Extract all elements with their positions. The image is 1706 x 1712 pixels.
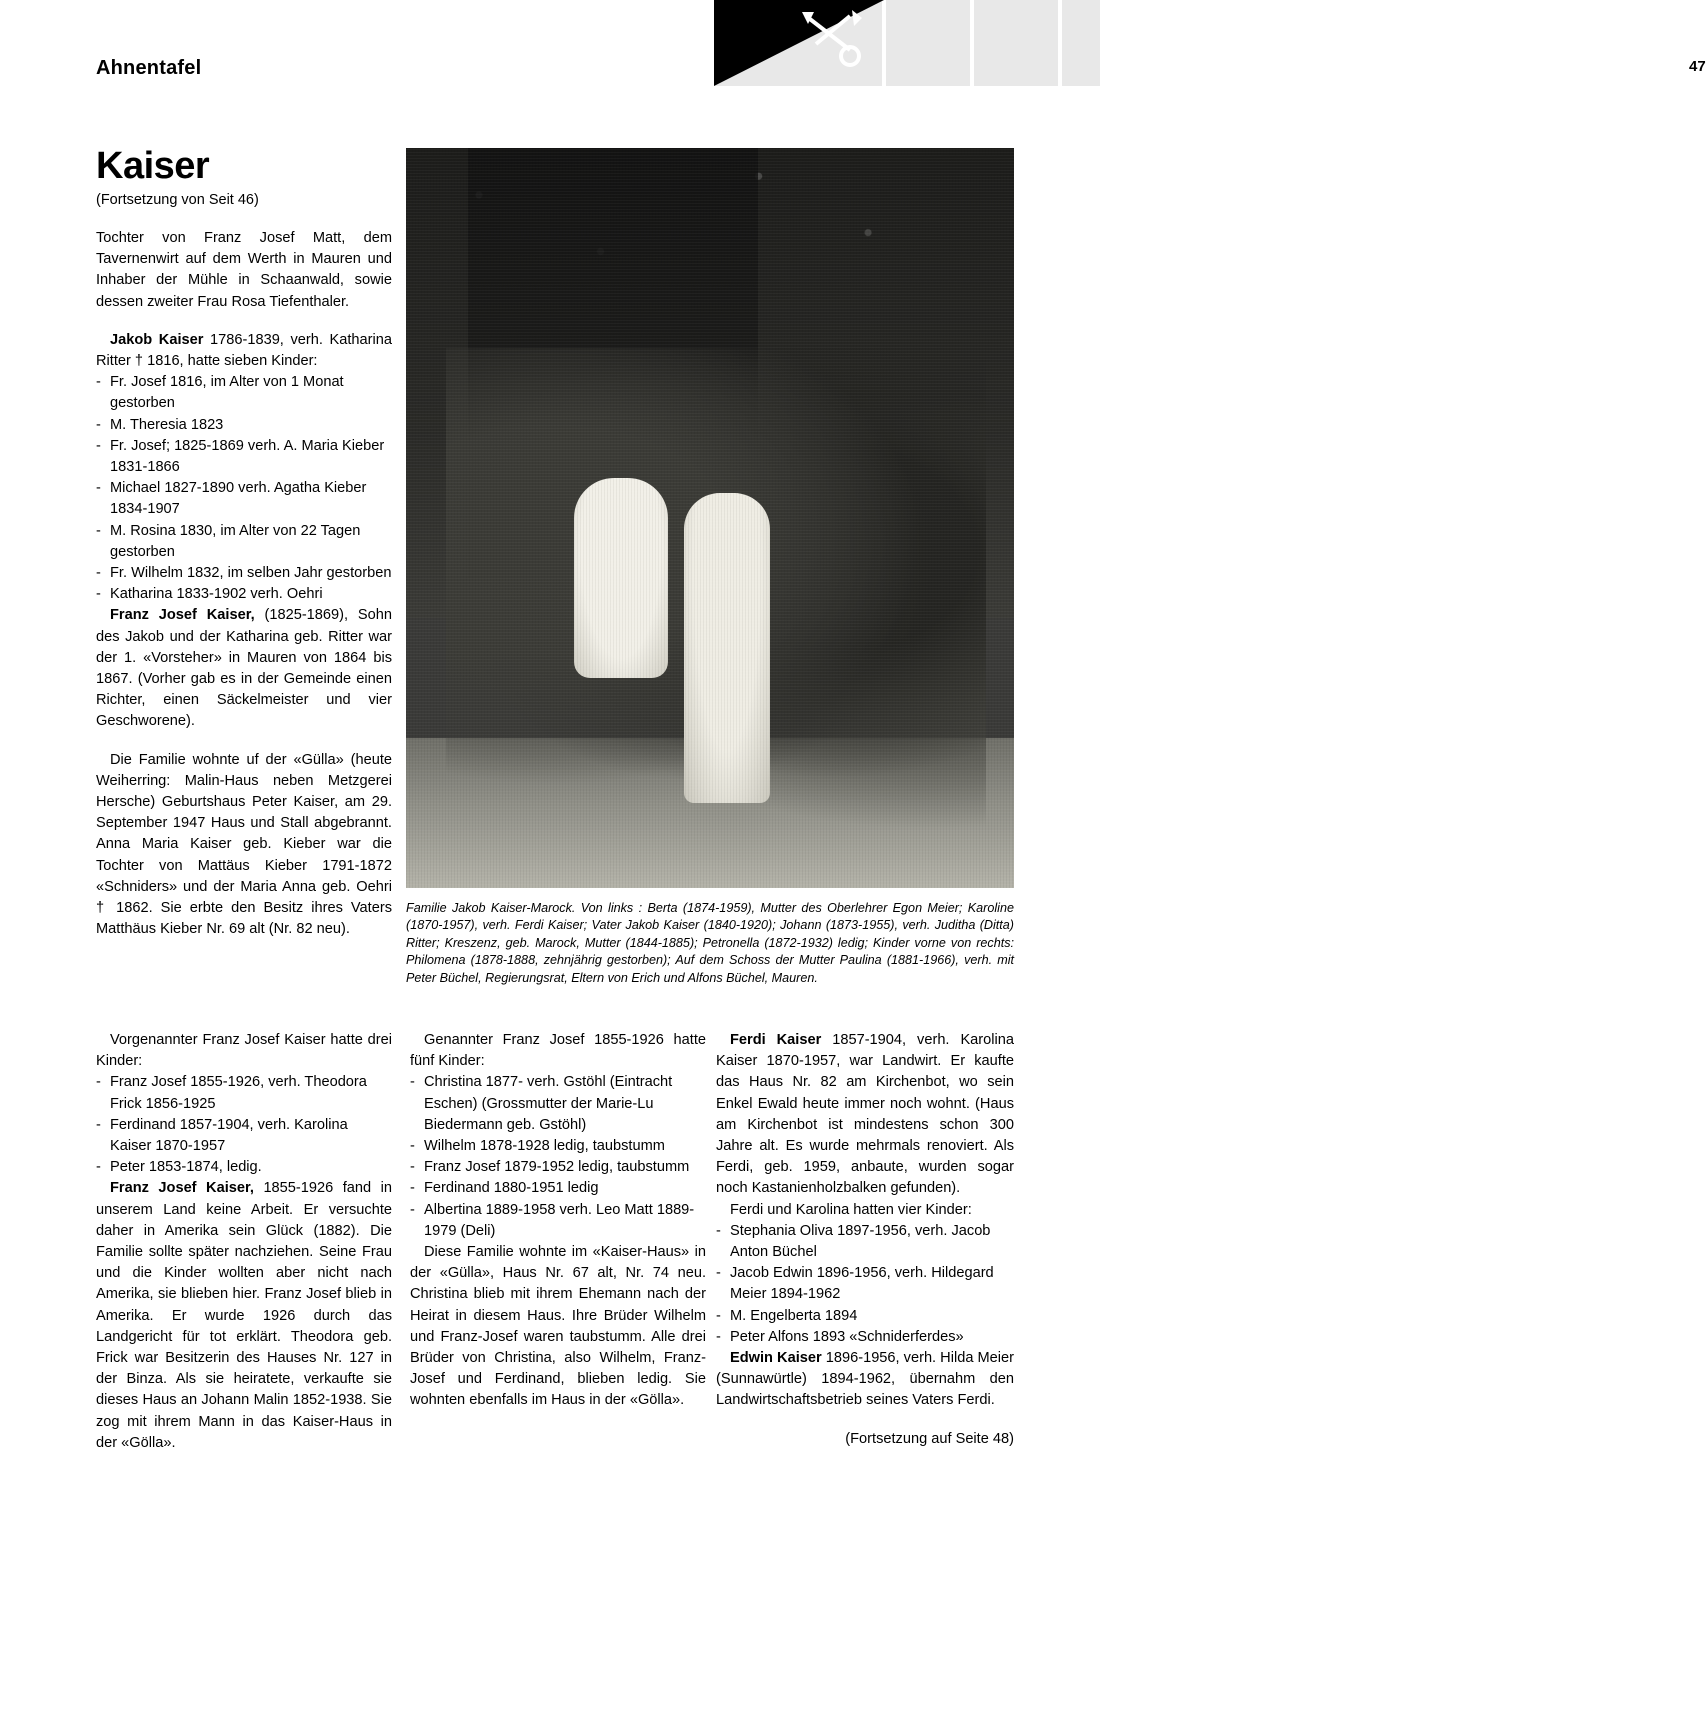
franz-josef-detail: (1825-1869), Sohn des Jakob und der Katharina geb. Ritter war der 1. «Vorsteher» in Mauren von 1864 bis 1867. (Vorher gab es in der Gemeinde einen Richter, einen Säckelmeister und vier Geschworene).: [96, 607, 393, 730]
page-header: [0, 0, 1706, 120]
list-item: - Wilhelm 1878-1928 ledig, taubstumm: [410, 1136, 706, 1157]
header-decoration: [714, 0, 1706, 86]
paragraph-ferdi: [716, 1030, 1014, 1200]
article-subtitle: (Fortsetzung von Seit 46): [96, 192, 259, 208]
list-item: - M. Rosina 1830, im Alter von 22 Tagen gestorben: [96, 521, 392, 563]
column-lower-b: [410, 1030, 706, 1412]
paragraph-five-children: Genannter Franz Josef 1855-1926 hatte fünf Kinder:: [410, 1032, 706, 1070]
paragraph-kaiser-haus: Diese Familie wohnte im «Kaiser-Haus» in der «Gülla», Haus Nr. 67 alt, Nr. 74 neu. Christina blieb mit ihrem Ehemann nach der Heirat in diesem Haus. Ihre Brüder Wilhelm und Franz-Josef waren taubstumm. Alle drei Brüder von Christina, also Wilhelm, Franz-Josef und Ferdinand, blieben ledig. Sie wohnten ebenfalls im Haus in der «Gölla».: [410, 1244, 706, 1409]
page-title: Ahnentafel: [96, 57, 202, 79]
paragraph-ferdi-children-intro: Ferdi und Karolina hatten vier Kinder:: [730, 1201, 972, 1218]
list-item: - Katharina 1833-1902 verh. Oehri: [96, 584, 392, 605]
paragraph-family-house: Die Familie wohnte uf der «Gülla» (heute Weiherring: Malin-Haus neben Metzgerei Hersche) Geburtshaus Peter Kaiser, am 29. September 1947 Haus und Stall abgebrannt. Anna Maria Kaiser geb. Kieber war die Tochter von Mattäus Kieber 1791-1872 «Schniders» und der Maria Anna geb. Oehri † 1862. Sie erbte den Besitz ihres Vaters Matthäus Kieber Nr. 69 alt (Nr. 82 neu).: [96, 751, 392, 938]
family-photo: [406, 148, 1014, 888]
franz-josef-jr-name: Franz Josef Kaiser,: [110, 1180, 254, 1197]
list-item: - Franz Josef 1855-1926, verh. Theodora Frick 1856-1925: [96, 1072, 392, 1114]
paragraph-franz-josef-america: [96, 1178, 392, 1454]
list-item: - Stephania Oliva 1897-1956, verh. Jacob Anton Büchel: [716, 1221, 1014, 1263]
list-item: - Fr. Wilhelm 1832, im selben Jahr gestorben: [96, 563, 392, 584]
edwin-detail: 1896-1956, verh. Hilda Meier (Sunnawürtle) 1894-1962, übernahm den Landwirtschaftsbetrieb seines Vaters Ferdi.: [716, 1350, 1014, 1409]
list-item: - M. Theresia 1823: [96, 415, 392, 436]
list-item: - Peter 1853-1874, ledig.: [96, 1157, 392, 1178]
crossed-tools-emblem: [798, 6, 866, 74]
paragraph-franz-josef: [96, 605, 392, 732]
page-number: 47: [1689, 58, 1706, 75]
list-item: - Fr. Josef; 1825-1869 verh. A. Maria Kieber 1831-1866: [96, 436, 392, 478]
column-left-upper: [96, 228, 392, 941]
paragraph-jakob: [96, 330, 392, 372]
photo-caption: Familie Jakob Kaiser-Marock. Von links : Berta (1874-1959), Mutter des Oberlehrer Egon Meier; Karoline (1870-1957), verh. Ferdi Kaiser; Vater Jakob Kaiser (1840-1920); Johann (1873-1955), verh. Juditha (Ditta) Ritter; Kreszenz, geb. Marock, Mutter (1844-1885); Petronella (1872-1932) ledig; Kinder vorne von rechts: Philomena (1878-1888, zehnjährig gestorben); Auf dem Schoss der Mutter Paulina (1881-1966), verh. mit Peter Büchel, Regierungsrat, Eltern von Erich und Alfons Büchel, Mauren.: [406, 901, 1014, 985]
list-item: - Michael 1827-1890 verh. Agatha Kieber 1834-1907: [96, 478, 392, 520]
jakob-name: Jakob Kaiser: [110, 331, 204, 348]
jakob-detail: 1786-1839, verh. Katharina Ritter † 1816, hatte sieben Kinder:: [96, 331, 392, 370]
ferdi-name: Ferdi Kaiser: [730, 1032, 822, 1048]
jakob-children-list: [96, 372, 392, 605]
list-item: - Jacob Edwin 1896-1956, verh. Hildegard Meier 1894-1962: [716, 1263, 1014, 1305]
franz-josef-children-list: [96, 1072, 392, 1178]
column-lower-c: [716, 1030, 1014, 1450]
article-title: Kaiser: [96, 145, 210, 187]
list-item: - Franz Josef 1879-1952 ledig, taubstumm: [410, 1157, 706, 1178]
edwin-name: Edwin Kaiser: [730, 1350, 822, 1367]
list-item: - Christina 1877- verh. Gstöhl (Eintracht Eschen) (Grossmutter der Marie-Lu Biedermann geb. Gstöhl): [410, 1072, 706, 1136]
list-item: - Albertina 1889-1958 verh. Leo Matt 1889-1979 (Deli): [410, 1200, 706, 1242]
list-item: - Ferdinand 1880-1951 ledig: [410, 1178, 706, 1199]
franz-josef-name: Franz Josef Kaiser,: [110, 607, 255, 624]
paragraph-three-children: Vorgenannter Franz Josef Kaiser hatte drei Kinder:: [96, 1032, 392, 1070]
list-item: - M. Engelberta 1894: [716, 1306, 1014, 1327]
column-lower-a: [96, 1030, 392, 1454]
ferdi-children-list: [716, 1221, 1014, 1348]
list-item: - Peter Alfons 1893 «Schniderferdes»: [716, 1327, 1014, 1348]
continuation-note: (Fortsetzung auf Seite 48): [845, 1430, 1014, 1447]
list-item: - Ferdinand 1857-1904, verh. Karolina Kaiser 1870-1957: [96, 1115, 392, 1157]
list-item: - Fr. Josef 1816, im Alter von 1 Monat gestorben: [96, 372, 392, 414]
franz-josef-jr-detail: 1855-1926 fand in unserem Land keine Arbeit. Er versuchte daher in Amerika sein Glück (1882). Die Familie sollte später nachziehen. Seine Frau und die Kinder wollten aber nicht nach Amerika, sie blieben hier. Franz Josef blieb in Amerika. Er wurde 1926 durch das Landgericht für tot erklärt. Theodora geb. Frick war Besitzerin des Hauses Nr. 127 in der Binza. Als sie heiratete, verkaufte sie dieses Haus an Johann Malin 1852-1938. Sie zog mit ihrem Mann in das Kaiser-Haus in der «Gölla».: [96, 1180, 392, 1451]
five-children-list: [410, 1072, 706, 1242]
photo-grain-overlay: [406, 148, 1014, 888]
paragraph-intro: Tochter von Franz Josef Matt, dem Tavernenwirt auf dem Werth in Mauren und Inhaber der Mühle in Schaanwald, sowie dessen zweiter Frau Rosa Tiefenthaler.: [96, 230, 392, 310]
ferdi-detail: 1857-1904, verh. Karolina Kaiser 1870-1957, war Landwirt. Er kaufte das Haus Nr. 82 am Kirchenbot, wo sein Enkel Ewald heute immer noch wohnt. (Haus am Kirchenbot ist mindestens schon 300 Jahre alt. Es wurde mehrmals renoviert. Als Ferdi, geb. 1959, anbaute, wurden sogar noch Kastanienholzbalken gefunden).: [716, 1032, 1014, 1197]
paragraph-edwin: [716, 1348, 1014, 1412]
